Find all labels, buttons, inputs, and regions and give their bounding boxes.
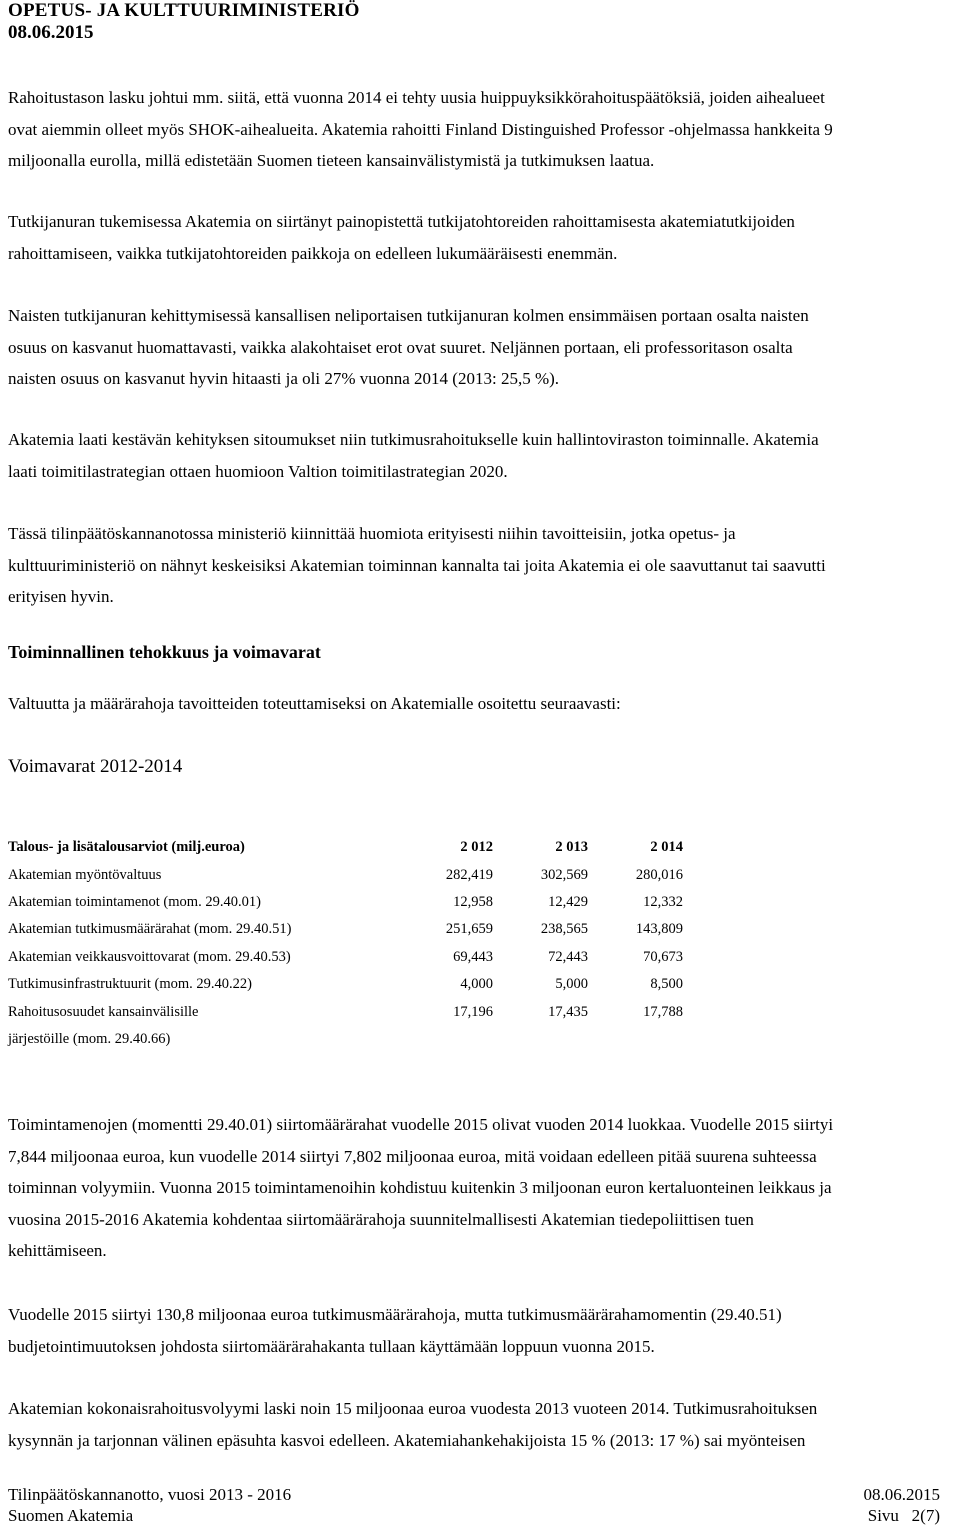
text-line: budjetointimuutoksen johdosta siirtomäärärahakanta tullaan käyttämään loppuun vuonna 2015. [8, 1336, 655, 1356]
paragraph-researcher-career [8, 206, 958, 269]
table-cell: 280,016 [635, 866, 683, 883]
table-cell: Akatemian tutkimusmäärärahat (mom. 29.40.51) [8, 921, 292, 938]
table-cell: 17,788 [643, 1003, 683, 1020]
text-line: kulttuuriministeriö on nähnyt keskeisiksi Akatemian toiminnan kannalta tai joita Akatemia ei ole saavuttanut tai saavutti [8, 555, 826, 575]
text-line: 7,844 miljoonaa euroa, kun vuodelle 2014 siirtyi 7,802 miljoonaa euroa, mitä voidaan edelleen pitää suurena suhteessa [8, 1146, 817, 1166]
text-line: Akatemia laati kestävän kehityksen sitoumukset niin tutkimusrahoitukselle kuin hallintoviraston toiminnalle. Akatemia [8, 430, 819, 449]
header-date: 08.06.2015 [8, 22, 94, 43]
table-row [8, 971, 683, 998]
footer-date: 08.06.2015 [863, 1485, 940, 1504]
paragraph-total-funding [8, 1393, 958, 1456]
table-cell: 238,565 [540, 921, 588, 938]
budget-table [8, 834, 683, 1053]
page-footer [8, 1484, 940, 1526]
table-cell: Akatemian toimintamenot (mom. 29.40.01) [8, 893, 261, 910]
table-row [8, 998, 683, 1025]
text-line: Toimintamenojen (momentti 29.40.01) siirtomäärärahat vuodelle 2015 olivat vuoden 2014 luokkaa. Vuodelle 2015 siirtyi [8, 1115, 834, 1134]
table-cell: 282,419 [445, 866, 493, 883]
paragraph-transfer-appropriations [8, 1109, 958, 1267]
table-cell: Akatemian veikkausvoittovarat (mom. 29.40.53) [8, 948, 291, 965]
table-row [8, 944, 683, 971]
intro-text: Valtuutta ja määrärahoja tavoitteiden toteuttamiseksi on Akatemialle osoitettu seuraavasti: [8, 694, 621, 713]
table-header-cell: 2 013 [555, 839, 588, 856]
resources-title: Voimavarat 2012-2014 [8, 756, 183, 777]
table-header-cell: 2 014 [650, 839, 683, 856]
table-row [8, 916, 683, 943]
table-cell: 69,443 [453, 948, 493, 965]
text-line: osuus on kasvanut huomattavasti, vaikka alakohtaiset erot ovat suuret. Neljännen portaan, eli professoritason osalta [8, 337, 793, 357]
text-line: kysynnän ja tarjonnan välinen epäsuhta kasvoi edelleen. Akatemiahankehakijoista 15 % (2013: 17 %) sai myönteisen [8, 1430, 806, 1450]
text-line: ovat aiemmin olleet myös SHOK-aihealueita. Akatemia rahoitti Finland Distinguished Professor -ohjelmassa hankkeita 9 [8, 119, 833, 139]
text-line: kehittämiseen. [8, 1241, 107, 1260]
text-line: Tutkijanuran tukemisessa Akatemia on siirtänyt painopistettä tutkijatohtoreiden rahoittamisesta akatemiatutkijoiden [8, 212, 795, 231]
table-cell: Rahoitusosuudet kansainvälisille [8, 1003, 199, 1020]
paragraph-women-career [8, 300, 958, 395]
table-cell: 12,332 [643, 893, 683, 910]
text-line: toiminnan volyymiin. Vuonna 2015 toimintamenoihin kohdistuu kuitenkin 3 miljoonan euron kertaluonteinen leikkaus ja [8, 1178, 832, 1197]
table-cell: 12,958 [453, 893, 493, 910]
table-header-cell: Talous- ja lisätalousarviot (milj.euroa) [8, 839, 245, 856]
paragraph-research-appropriations [8, 1299, 958, 1362]
text-line: Akatemian kokonaisrahoitusvolyymi laski noin 15 miljoonaa euroa vuodesta 2013 vuoteen 2014. Tutkimusrahoituksen [8, 1399, 818, 1418]
table-cell: 12,429 [548, 893, 588, 910]
table-cell: järjestöille (mom. 29.40.66) [8, 1030, 171, 1047]
table-cell: 17,435 [548, 1003, 588, 1020]
table-cell: 302,569 [540, 866, 588, 883]
text-line: Tässä tilinpäätöskannanotossa ministeriö kiinnittää huomiota erityisesti niihin tavoitteisiin, jotka opetus- ja [8, 524, 736, 543]
table-header-cell: 2 012 [460, 839, 493, 856]
text-line: Naisten tutkijanuran kehittymisessä kansallisen neliportaisen tutkijanuran kolmen ensimmäisen portaan osalta naisten [8, 306, 809, 325]
table-row [8, 861, 683, 888]
footer-agency: Suomen Akatemia [8, 1506, 134, 1525]
table-cell: Tutkimusinfrastruktuurit (mom. 29.40.22) [8, 976, 252, 993]
header-organization: OPETUS- JA KULTTUURIMINISTERIÖ [8, 0, 360, 21]
table-cell: 17,196 [453, 1003, 493, 1020]
section-heading: Toiminnallinen tehokkuus ja voimavarat [8, 642, 321, 662]
table-cell: Akatemian myöntövaltuus [8, 866, 162, 883]
table-row [8, 889, 683, 916]
table-cell: 8,500 [650, 976, 683, 993]
text-line: Rahoitustason lasku johtui mm. siitä, että vuonna 2014 ei tehty uusia huippuyksikkörahoituspäätöksiä, joiden aihealueet [8, 88, 825, 107]
table-cell: 4,000 [460, 976, 493, 993]
table-cell [588, 1026, 683, 1053]
text-line: laati toimitilastrategian ottaen huomioon Valtion toimitilastrategian 2020. [8, 461, 508, 481]
text-line: rahoittamiseen, vaikka tutkijatohtoreiden paikkoja on edelleen lukumääräisesti enemmän. [8, 243, 618, 263]
text-line: miljoonalla eurolla, millä edistetään Suomen tieteen kansainvälistymistä ja tutkimuksen laatua. [8, 151, 655, 170]
table-cell: 72,443 [548, 948, 588, 965]
table-row [8, 1026, 683, 1053]
paragraph-funding-decline [8, 82, 958, 177]
table-cell: 5,000 [555, 976, 588, 993]
table-cell [398, 1026, 493, 1053]
footer-document-title: Tilinpäätöskannanotto, vuosi 2013 - 2016 [8, 1485, 292, 1504]
text-line: naisten osuus on kasvanut hyvin hitaasti ja oli 27% vuonna 2014 (2013: 25,5 %). [8, 369, 560, 388]
page-header [8, 0, 948, 44]
table-cell: 70,673 [643, 948, 683, 965]
table-cell [493, 1026, 588, 1053]
text-line: erityisen hyvin. [8, 587, 114, 606]
paragraph-sustainability [8, 424, 958, 487]
text-line: vuosina 2015-2016 Akatemia kohdentaa siirtomäärärahoja suunnitelmallisesti Akatemian tiedepoliittisen tuen [8, 1209, 754, 1229]
text-line: Vuodelle 2015 siirtyi 130,8 miljoonaa euroa tutkimusmäärärahoja, mutta tutkimusmäärärahamomentin (29.40.51) [8, 1305, 782, 1324]
table-cell: 143,809 [635, 921, 683, 938]
table-header-row [8, 834, 683, 861]
paragraph-ministry-focus [8, 518, 958, 613]
table-cell: 251,659 [445, 921, 493, 938]
footer-page-number: Sivu 2(7) [867, 1506, 940, 1525]
